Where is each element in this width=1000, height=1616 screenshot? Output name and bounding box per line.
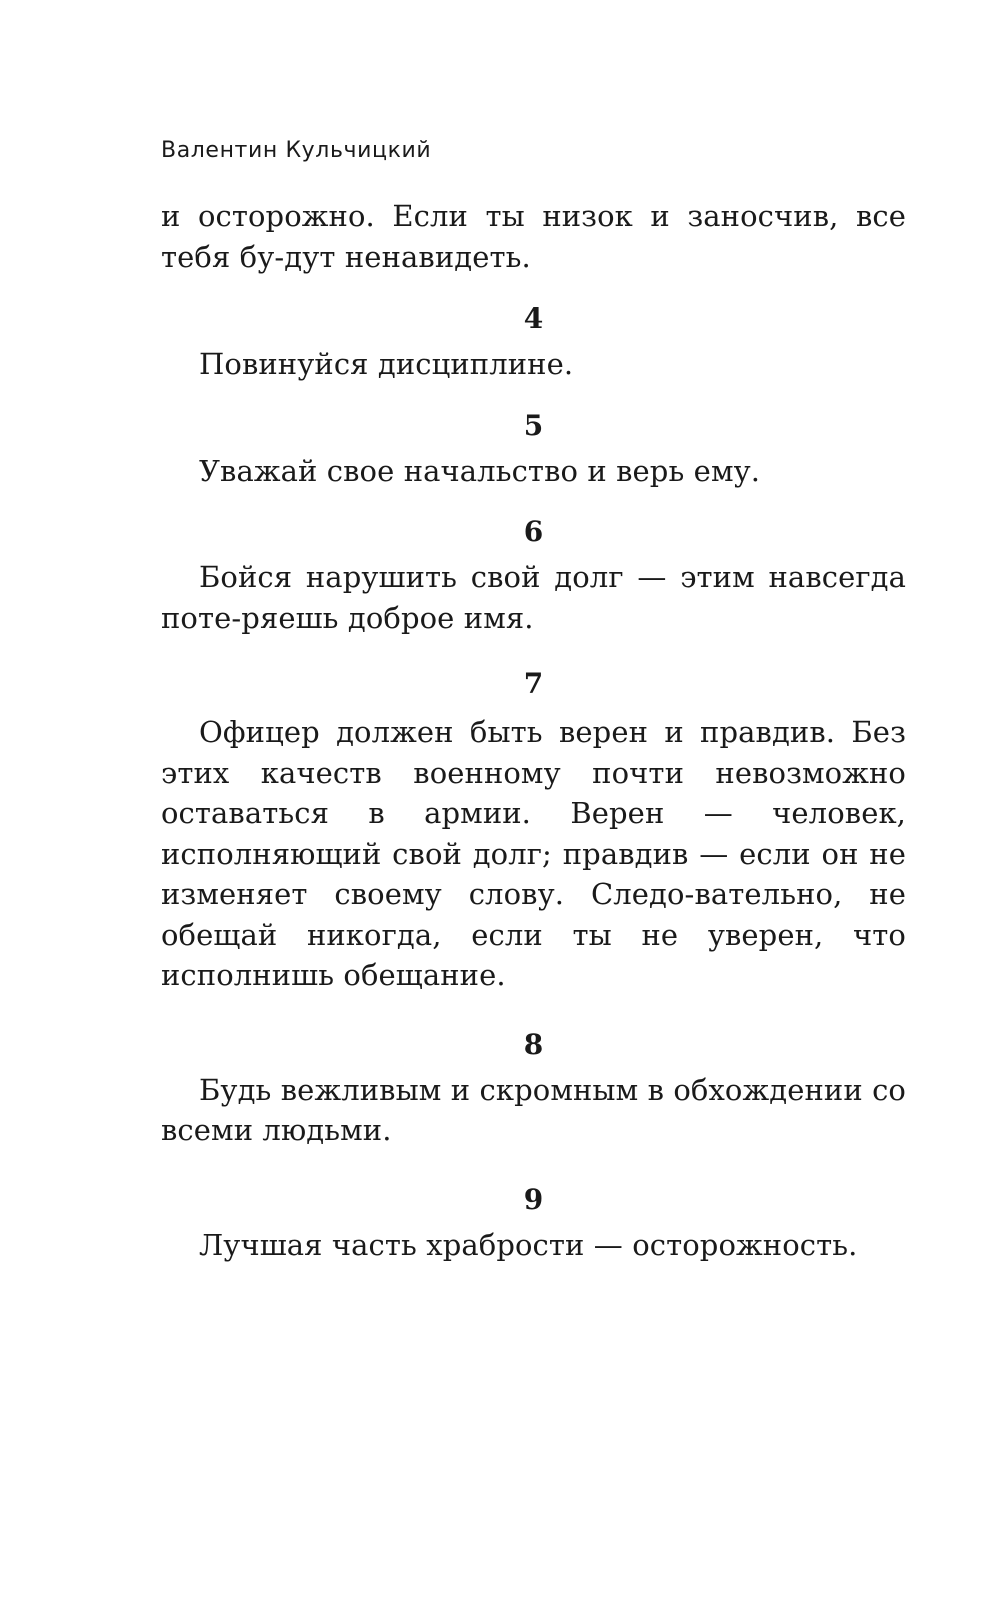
rule-text: Лучшая часть храбрости — осторожность. — [199, 1227, 858, 1262]
rule-number: 8 — [523, 1027, 544, 1061]
page-body — [161, 196, 906, 1265]
running-head: Валентин Кульчицкий — [161, 138, 432, 163]
rule-text: Офицер должен быть верен и правдив. Без этих качеств военному почти невозможно оставаться в армии. Верен — человек, исполняющий свой долг; правдив — если он не изменяет своему слову. Следо-вательно, не обещай никогда, если ты не уверен, что исполнишь обещание. — [161, 715, 906, 992]
book-page — [161, 140, 906, 1265]
rule-text: Будь вежливым и скромным в обхождении со всеми людьми. — [161, 1072, 906, 1147]
rule-number: 9 — [523, 1182, 544, 1216]
rule-text: Бойся нарушить свой долг — этим навсегда поте-ряешь доброе имя. — [161, 560, 906, 635]
continuation-paragraph: и осторожно. Если ты низок и заносчив, все тебя бу-дут ненавидеть. — [161, 199, 906, 274]
rule-text: Уважай свое начальство и верь ему. — [199, 453, 761, 488]
rule-number: 7 — [523, 667, 544, 700]
rule-text: Повинуйся дисциплине. — [199, 347, 574, 381]
rule-number: 4 — [523, 302, 544, 335]
rule-number: 6 — [523, 515, 544, 548]
rule-number: 5 — [523, 408, 544, 442]
